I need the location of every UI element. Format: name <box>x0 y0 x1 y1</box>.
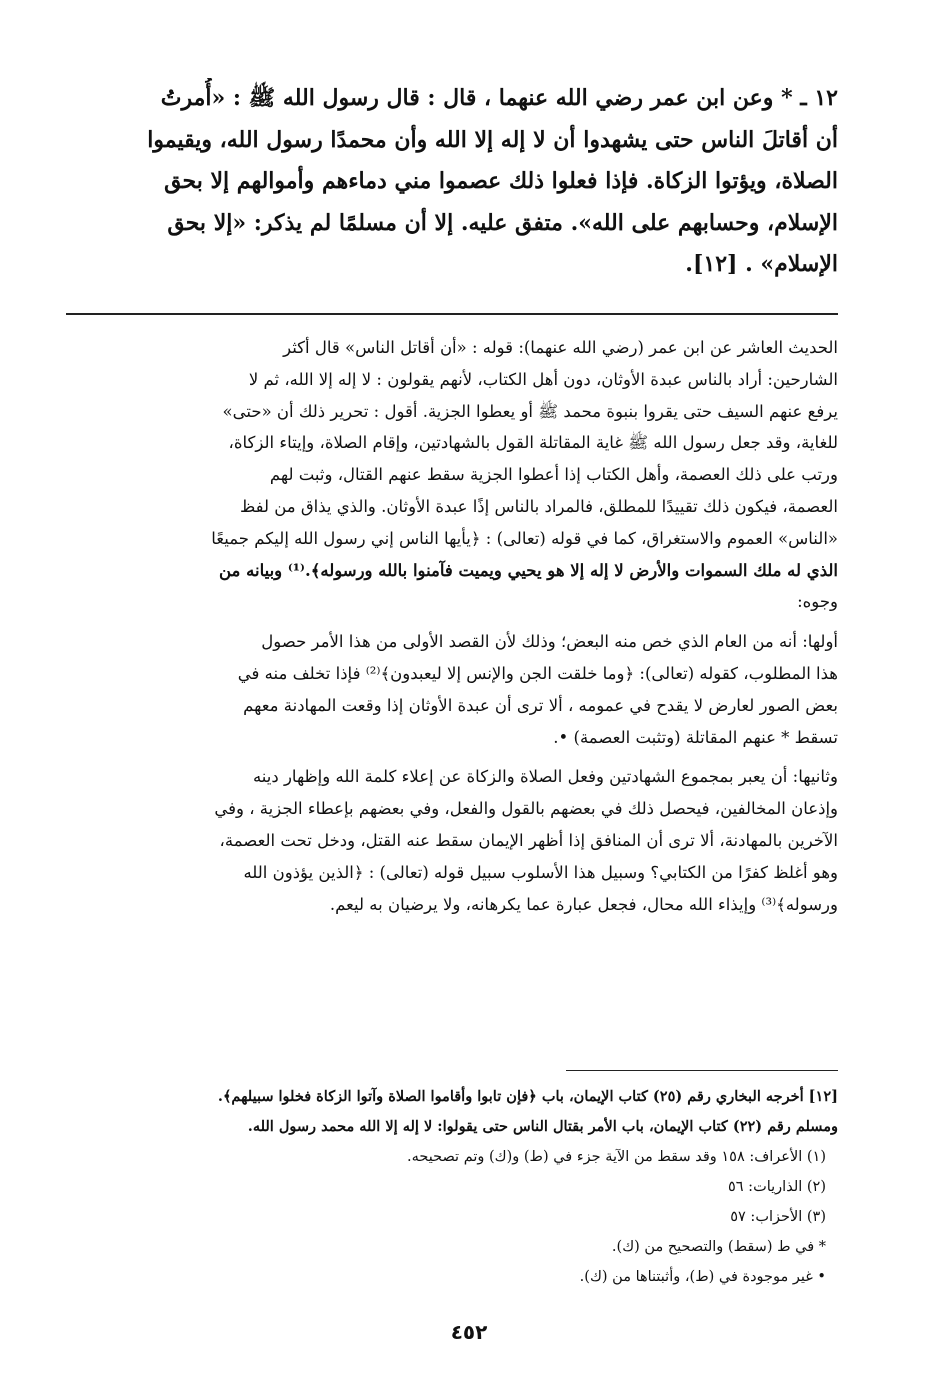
commentary-line: وثانيها: أن يعبر بمجموع الشهادتين وفعل الصلاة والزكاة عن إعلاء كلمة الله وإظهار دينه <box>252 767 838 787</box>
footnote-line: (١) الأعراف: ١٥٨ وقد سقط من الآية جزء في (ط) و(ك) وتم تصحيحه. <box>407 1149 826 1165</box>
commentary-line: الشارحين: أراد بالناس عبدة الأوثان، دون أهل الكتاب، لأنهم يقولون : لا إله إلا الله، ثم لا <box>248 369 838 389</box>
commentary-line: وهو أغلظ كفرًا من الكتابي؟ وسبيل هذا الأسلوب سبيل قوله (تعالى) : ﴿الذين يؤذون الله <box>243 862 838 882</box>
commentary-line: تسقط * عنهم المقاتلة (وتثبت العصمة) •. <box>553 727 838 747</box>
commentary-text <box>64 332 838 920</box>
main-divider <box>66 313 838 315</box>
commentary-line: الذي له ملك السموات والأرض لا إله إلا هو يحيي ويميت فآمنوا بالله ورسوله﴾.⁽¹⁾ وبيانه من <box>218 560 838 580</box>
commentary-line: وإذعان المخالفين، فيحصل ذلك في بعضهم بالقول والفعل، وفي بعضهم بإعطاء الجزية ، وفي <box>214 799 838 819</box>
commentary-line: العصمة، فيكون ذلك تقييدًا للمطلق، فالمراد بالناس إذًا عبدة الأوثان. والذي يذاق من لفظ <box>239 496 838 516</box>
footnotes <box>64 1082 838 1292</box>
footnote-divider <box>566 1070 838 1071</box>
commentary-line: يرفع عنهم السيف حتى يقروا بنبوة محمد ﷺ أو يعطوا الجزية. أقول : تحرير ذلك أن «حتى» <box>222 401 838 421</box>
commentary-line: الحديث العاشر عن ابن عمر (رضي الله عنهما): قوله : «أن أقاتل الناس» قال أكثر <box>283 338 838 357</box>
commentary-line: أولها: أنه من العام الذي خص منه البعض؛ وذلك لأن القصد الأولى من هذا الأمر حصول <box>261 632 838 652</box>
footnote-line: ومسلم رقم (٢٢) كتاب الإيمان، باب الأمر بقتال الناس حتى يقولوا: لا إله إلا الله محمد رسول الله. <box>247 1118 838 1135</box>
footnote-line: * في ط (سقط) والتصحيح من (ك). <box>611 1239 826 1255</box>
hadith-line: الصلاة، ويؤتوا الزكاة. فإذا فعلوا ذلك عصموا مني دماءهم وأموالهم إلا بحق <box>164 168 838 194</box>
commentary-line: الآخرين بالمهادنة، ألا ترى أن المنافق إذا أظهر الإيمان سقط عنه القتل، ودخل تحت العصمة، <box>219 830 838 850</box>
commentary-line: ورتب على ذلك العصمة، وأهل الكتاب إذا أعطوا الجزية سقط عنهم القتال، وثبت لهم <box>269 465 838 485</box>
footnote-line: (٣) الأحزاب: ٥٧ <box>730 1209 826 1225</box>
hadith-line: الإسلام» . [١٢]. <box>685 251 838 277</box>
paragraph-gap <box>64 753 838 761</box>
hadith-line: الإسلام، وحسابهم على الله». متفق عليه. إلا أن مسلمًا لم يذكر: «إلا بحق <box>167 209 838 236</box>
page-number: ٤٥٢ <box>450 1320 488 1344</box>
commentary-line: بعض الصور لعارض لا يقدح في عمومه ، ألا ترى أن عبدة الأوثان إذا وقعت المهادنة معهم <box>243 695 838 715</box>
commentary-line: هذا المطلوب، كقوله (تعالى): ﴿وما خلقت الجن والإنس إلا ليعبدون﴾⁽²⁾ فإذا تخلف منه في <box>237 663 838 683</box>
commentary-line: وجوه: <box>797 592 838 612</box>
commentary-line: «الناس» العموم والاستغراق، كما في قوله (تعالى) : ﴿يأيها الناس إني رسول الله إليكم جميعًا <box>211 528 838 548</box>
hadith-line: ١٢ ـ * وعن ابن عمر رضي الله عنهما ، قال : قال رسول الله ﷺ : «أُمرتُ <box>160 85 838 111</box>
hadith-line: أن أقاتلَ الناس حتى يشهدوا أن لا إله إلا الله وأن محمدًا رسول الله، ويقيموا <box>147 126 838 153</box>
footnote-line: (٢) الذاريات: ٥٦ <box>728 1179 826 1195</box>
commentary-line: للغاية، وقد جعل رسول الله ﷺ غاية المقاتلة القول بالشهادتين، وإقام الصلاة، وإيتاء الزكاة، <box>228 433 838 453</box>
footnote-line: • غير موجودة في (ط)، وأثبتناها من (ك). <box>579 1269 826 1285</box>
hadith-text <box>62 78 838 286</box>
paragraph-gap <box>64 618 838 626</box>
commentary-line: ورسوله﴾⁽³⁾ وإيذاء الله محال، فجعل عبارة عما يكرهانه، ولا يرضيان به ليعم. <box>329 894 838 914</box>
footnote-line: [١٢] أخرجه البخاري رقم (٢٥) كتاب الإيمان، باب ﴿فإن تابوا وأقاموا الصلاة وآتوا الزكاة فخلوا سبيلهم﴾. <box>217 1088 838 1105</box>
